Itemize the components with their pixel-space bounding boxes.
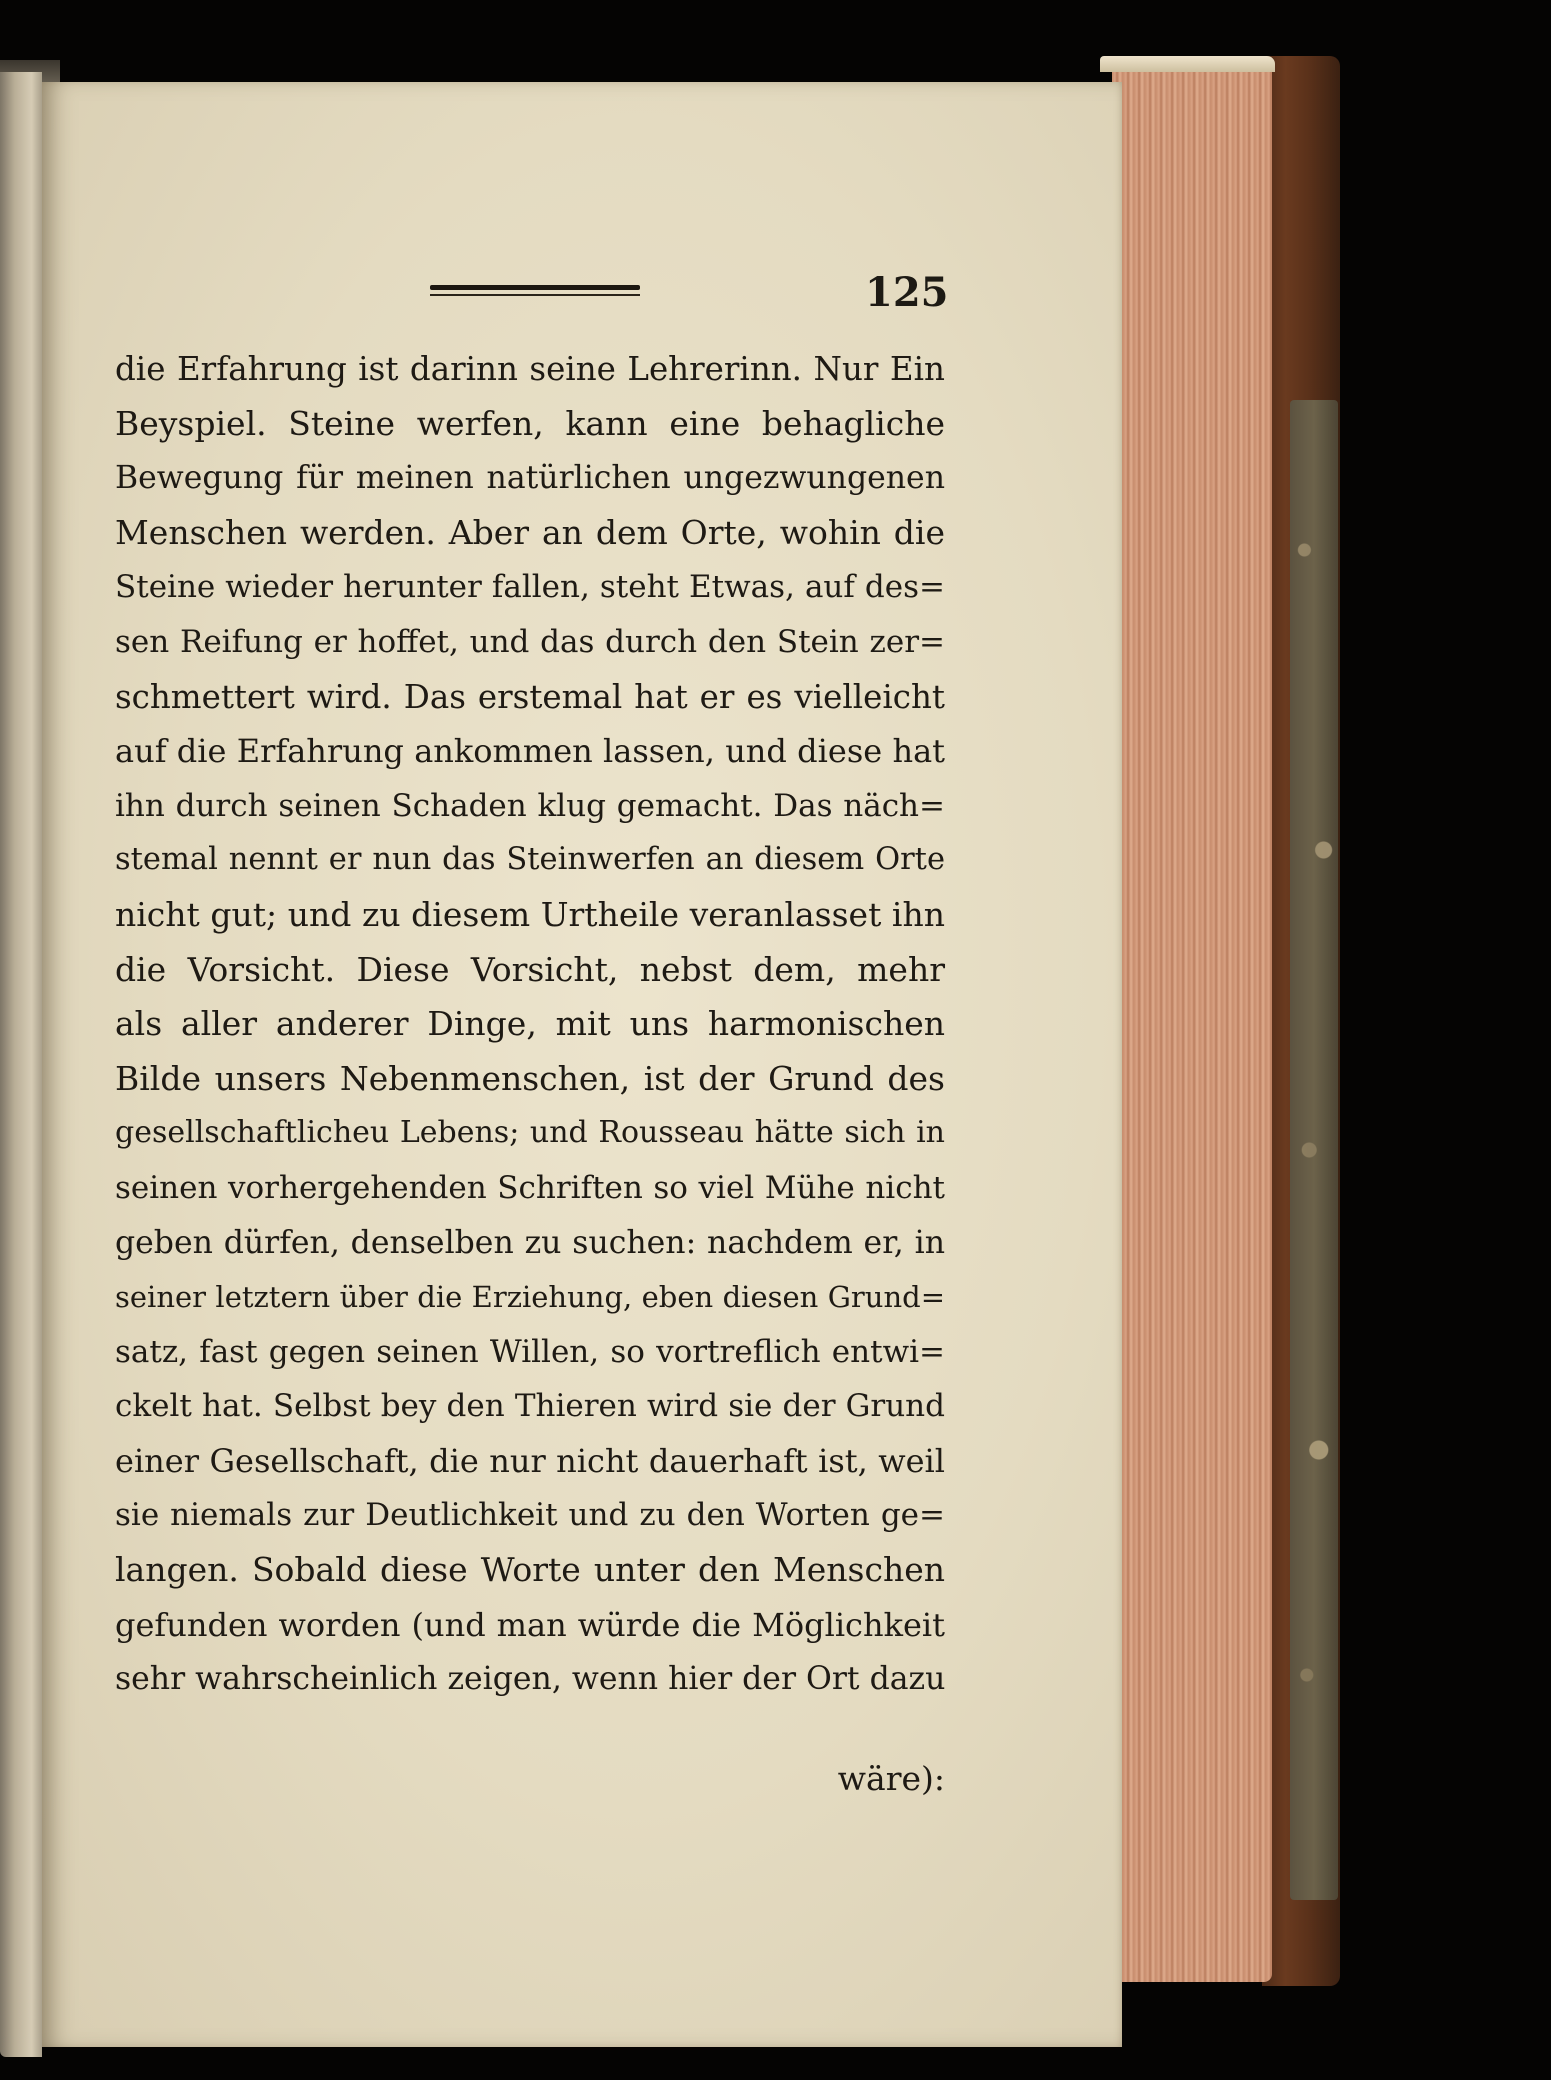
text-line: gesellschaftlicheu Lebens; und Rousseau hätte sich in — [115, 1115, 945, 1151]
text-line: sen Reifung er hoffet, und das durch den Stein zer= — [115, 623, 945, 660]
page-edges — [1112, 62, 1272, 1982]
text-line: die Erfahrung ist darinn seine Lehrerinn. Nur Ein — [115, 350, 945, 388]
text-line: gefunden worden (und man würde die Möglichkeit — [115, 1605, 945, 1644]
text-line: Bilde unsers Nebenmenschen, ist der Grund des — [115, 1058, 945, 1098]
text-line: schmettert wird. Das erstemal hat er es vielleicht — [115, 677, 945, 716]
text-line: Menschen werden. Aber an dem Orte, wohin die — [115, 512, 945, 552]
text-line: Bewegung für meinen natürlichen ungezwungenen — [115, 460, 945, 497]
text-line: Steine wieder herunter fallen, steht Etwas, auf des= — [115, 569, 945, 606]
catchword: wäre): — [837, 1759, 945, 1798]
text-line: seiner letztern über die Erziehung, eben diesen Grund= — [115, 1280, 945, 1315]
previous-page-edge — [0, 72, 42, 2057]
text-line: langen. Sobald diese Worte unter den Menschen — [115, 1550, 945, 1590]
text-line: einer Gesellschaft, die nur nicht dauerhaft ist, weil — [115, 1441, 945, 1480]
text-line: auf die Erfahrung ankommen lassen, und diese hat — [115, 732, 945, 771]
text-line: Beyspiel. Steine werfen, kann eine behagliche — [115, 403, 945, 443]
text-line: ckelt hat. Selbst bey den Thieren wird sie der Grund — [115, 1388, 945, 1425]
page-number: 125 — [865, 269, 949, 316]
marbled-cover — [1290, 400, 1338, 1900]
text-line: nicht gut; und zu diesem Urtheile veranlasset ihn — [115, 894, 945, 934]
text-line: ihn durch seinen Schaden klug gemacht. Das näch= — [115, 787, 945, 824]
body-text — [115, 342, 945, 1707]
text-line: satz, fast gegen seinen Willen, so vortreflich entwi= — [115, 1333, 945, 1370]
text-line: geben dürfen, denselben zu suchen: nachdem er, in — [115, 1224, 945, 1261]
text-line: sie niemals zur Deutlichkeit und zu den Worten ge= — [115, 1497, 945, 1534]
text-line: sehr wahrscheinlich zeigen, wenn hier der Ort dazu — [115, 1661, 946, 1698]
text-line: als aller anderer Dinge, mit uns harmonischen — [115, 1004, 945, 1044]
header-rule — [430, 285, 640, 299]
text-line: stemal nennt er nun das Steinwerfen an diesem Orte — [115, 842, 945, 878]
text-line: seinen vorhergehenden Schriften so viel Mühe nicht — [115, 1169, 945, 1206]
page-edges-top — [1100, 56, 1275, 72]
text-line: die Vorsicht. Diese Vorsicht, nebst dem, mehr — [115, 949, 945, 989]
